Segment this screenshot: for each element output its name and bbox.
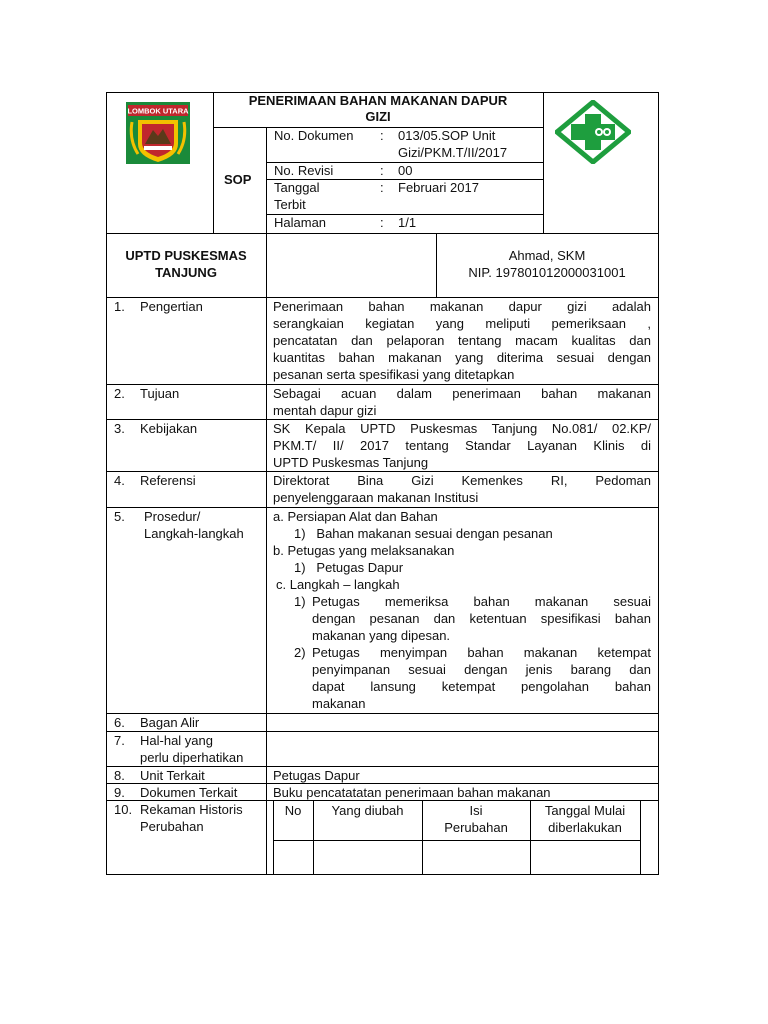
procedure-b: b. Petugas yang melaksanakan	[273, 543, 455, 558]
row-label: Hal-hal yang perlu diperhatikan	[140, 733, 244, 765]
row-number: 6.	[114, 715, 125, 730]
document-title: PENERIMAAN BAHAN MAKANAN DAPUR GIZI	[248, 93, 508, 124]
row-label: Dokumen Terkait	[140, 785, 238, 800]
svg-text:LOMBOK UTARA: LOMBOK UTARA	[127, 106, 189, 116]
row-label: Rekaman Historis Perubahan	[140, 802, 243, 834]
row-content-pengertian: Penerimaan bahan makanan dapur gizi adalah serangkaian kegiatan yang meliputi pemeriksaan , pencatatan dan pelaporan tentang macam kualitas dan kuantitas bahan makanan yang diterima sesuai dengan pesanan serta spesifikasi yang ditetapkan	[273, 299, 651, 382]
organization-name: UPTD PUSKESMAS TANJUNG	[125, 248, 247, 280]
row-content-tujuan: Sebagai acuan dalam penerimaan bahan makanan mentah dapur gizi	[273, 386, 651, 418]
meta-sep: :	[380, 163, 384, 178]
row-number: 7.	[114, 733, 125, 748]
procedure-c2-number: 2)	[294, 645, 306, 660]
procedure-c1-number: 1)	[294, 594, 306, 609]
sop-label: SOP	[224, 172, 252, 187]
puskesmas-health-cross-logo	[555, 100, 631, 164]
meta-label-no-revisi: No. Revisi	[274, 163, 334, 178]
meta-value-no-revisi: 00	[398, 163, 413, 178]
row-number: 3.	[114, 421, 125, 436]
history-header-no: No	[284, 803, 302, 818]
meta-sep: :	[380, 128, 384, 143]
row-label: Kebijakan	[140, 421, 198, 436]
row-content-referensi: Direktorat Bina Gizi Kemenkes RI, Pedoman penyelenggaraan makanan Institusi	[273, 473, 651, 505]
meta-value-halaman: 1/1	[398, 215, 417, 230]
row-number: 1.	[114, 299, 125, 314]
meta-label-halaman: Halaman	[274, 215, 327, 230]
history-header-yang-diubah: Yang diubah	[331, 803, 404, 818]
row-label: Referensi	[140, 473, 196, 488]
procedure-c2-text: Petugas menyimpan bahan makanan ketempat penyimpanan sesuai dengan jenis barang dan dapat lansung ketempat pengolahan bahan makanan	[312, 645, 651, 711]
row-content-kebijakan: SK Kepala UPTD Puskesmas Tanjung No.081/ 02.KP/ PKM.T/ II/ 2017 tentang Standar Layanan Klinis di UPTD Puskesmas Tanjung	[273, 421, 651, 470]
row-number: 9.	[114, 785, 125, 800]
row-label: Unit Terkait	[140, 768, 205, 783]
row-number: 10.	[114, 802, 133, 817]
procedure-b1: 1) Petugas Dapur	[294, 560, 404, 575]
row-number: 5.	[114, 509, 125, 524]
meta-value-no-dokumen: 013/05.SOP Unit Gizi/PKM.T/II/2017	[398, 128, 508, 160]
row-label: Prosedur/ Langkah-langkah	[144, 509, 244, 541]
meta-value-tanggal-terbit: Februari 2017	[398, 180, 479, 195]
row-label: Bagan Alir	[140, 715, 200, 730]
row-number: 8.	[114, 768, 125, 783]
meta-sep: :	[380, 180, 384, 195]
row-content-unit-terkait: Petugas Dapur	[273, 768, 360, 783]
row-number: 4.	[114, 473, 125, 488]
history-header-isi-perubahan: Isi Perubahan	[444, 803, 508, 835]
row-number: 2.	[114, 386, 125, 401]
signer-block	[436, 247, 658, 281]
meta-label-tanggal-terbit: Tanggal Terbit	[274, 180, 320, 212]
row-label: Tujuan	[140, 386, 180, 401]
signer-nip: NIP. 197801012000031001	[468, 265, 626, 280]
meta-sep: :	[380, 215, 384, 230]
meta-label-no-dokumen: No. Dokumen	[274, 128, 354, 143]
procedure-c: c. Langkah – langkah	[276, 577, 400, 592]
row-label: Pengertian	[140, 299, 203, 314]
signer-name: Ahmad, SKM	[508, 248, 586, 263]
row-content-dokumen-terkait: Buku pencatatatan penerimaan bahan makanan	[273, 785, 551, 800]
procedure-a: a. Persiapan Alat dan Bahan	[273, 509, 438, 524]
procedure-c1-text: Petugas memeriksa bahan makanan sesuai dengan pesanan dan ketentuan spesifikasi bahan makanan yang dipesan.	[312, 594, 651, 643]
history-header-tanggal-mulai: Tanggal Mulai diberlakukan	[544, 803, 626, 835]
procedure-a1: 1) Bahan makanan sesuai dengan pesanan	[294, 526, 553, 541]
lombok-utara-logo	[124, 100, 192, 166]
